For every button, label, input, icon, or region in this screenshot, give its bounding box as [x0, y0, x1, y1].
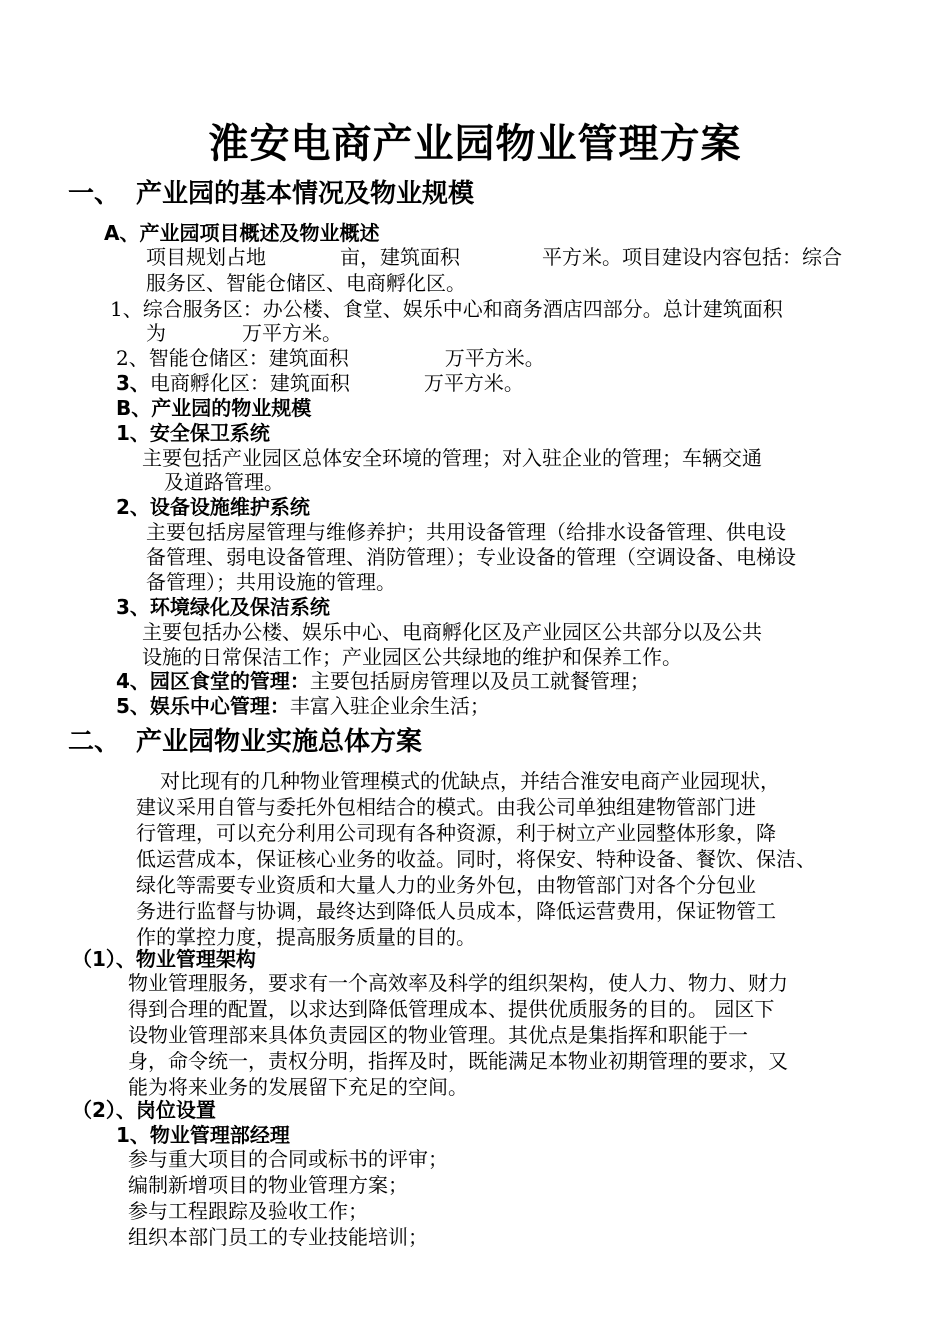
paragraph-line: 服务区、智能仓储区、电商孵化区。: [146, 271, 466, 295]
list-item: 2、智能仓储区：建筑面积 万平方米。: [116, 346, 545, 370]
paragraph-line: 及道路管理。: [164, 470, 284, 494]
paragraph-line: 绿化等需要专业资质和大量人力的业务外包，由物管部门对各个分包业: [136, 873, 756, 897]
paragraph-line: 备管理、弱电设备管理、消防管理）；专业设备的管理（空调设备、电梯设: [146, 545, 796, 569]
list-item: 5、娱乐中心管理：丰富入驻企业余生活；: [116, 694, 490, 718]
paragraph-line: 身，命令统一，责权分明，指挥及时，既能满足本物业初期管理的要求，又: [128, 1049, 788, 1073]
paragraph-line: 作的掌控力度，提高服务质量的目的。: [136, 925, 476, 949]
list-item: 3、电商孵化区：建筑面积 万平方米。: [116, 371, 524, 395]
paragraph-line: 对比现有的几种物业管理模式的优缺点，并结合淮安电商产业园现状，: [160, 769, 780, 793]
section-1-heading: [68, 178, 474, 210]
section-1-number: 一、: [68, 179, 121, 209]
subsection-a-heading: A、产业园项目概述及物业概述: [104, 221, 380, 245]
item-heading: 4、园区食堂的管理：: [116, 669, 310, 693]
list-item-continuation: 为 万平方米。: [146, 321, 342, 345]
item-heading: 2、设备设施维护系统: [116, 495, 310, 519]
section-2-number: 二、: [68, 727, 121, 757]
item-heading: 1、物业管理部经理: [116, 1123, 290, 1147]
document-title: 淮安电商产业园物业管理方案: [208, 121, 742, 167]
paragraph-line: 得到合理的配置，以求达到降低管理成本、提供优质服务的目的。 园区下: [128, 997, 775, 1021]
paragraph-line: 项目规划占地 亩，建筑面积 平方米。项目建设内容包括：综合: [146, 245, 842, 269]
list-item: 参与重大项目的合同或标书的评审；: [128, 1147, 448, 1171]
paragraph-line: 设物业管理部来具体负责园区的物业管理。其优点是集指挥和职能于一: [128, 1023, 748, 1047]
item-heading: 1、安全保卫系统: [116, 421, 270, 445]
section-2-heading: [68, 726, 422, 758]
paragraph-line: 低运营成本，保证核心业务的收益。同时，将保安、特种设备、餐饮、保洁、: [136, 847, 816, 871]
paragraph-line: 建议采用自管与委托外包相结合的模式。由我公司单独组建物管部门进: [136, 795, 756, 819]
paragraph-line: 主要包括房屋管理与维修养护；共用设备管理（给排水设备管理、供电设: [146, 520, 786, 544]
subsection-b-heading: B、产业园的物业规模: [116, 396, 312, 420]
list-item: 组织本部门员工的专业技能培训；: [128, 1225, 428, 1249]
paragraph-line: 务进行监督与协调，最终达到降低人员成本，降低运营费用，保证物管工: [136, 899, 776, 923]
section-1-title: 产业园的基本情况及物业规模: [136, 179, 475, 209]
paragraph-line: 能为将来业务的发展留下充足的空间。: [128, 1075, 468, 1099]
subsection-heading: （2）、岗位设置: [72, 1098, 216, 1122]
list-item: 编制新增项目的物业管理方案；: [128, 1173, 408, 1197]
section-2-title: 产业园物业实施总体方案: [136, 727, 423, 757]
list-item: 4、园区食堂的管理：主要包括厨房管理以及员工就餐管理；: [116, 669, 650, 693]
list-item: 参与工程跟踪及验收工作；: [128, 1199, 368, 1223]
item-heading: 5、娱乐中心管理：: [116, 694, 290, 718]
paragraph-line: 行管理，可以充分利用公司现有各种资源，利于树立产业园整体形象，降: [136, 821, 776, 845]
item-heading: 3、环境绿化及保洁系统: [116, 595, 330, 619]
paragraph-line: 物业管理服务，要求有一个高效率及科学的组织架构，使人力、物力、财力: [128, 971, 788, 995]
paragraph-line: 主要包括产业园区总体安全环境的管理；对入驻企业的管理；车辆交通: [142, 446, 762, 470]
subsection-heading: （1）、物业管理架构: [72, 947, 256, 971]
paragraph-line: 主要包括办公楼、娱乐中心、电商孵化区及产业园区公共部分以及公共: [142, 620, 762, 644]
paragraph-line: 设施的日常保洁工作；产业园区公共绿地的维护和保养工作。: [142, 645, 682, 669]
list-item: 1、综合服务区：办公楼、食堂、娱乐中心和商务酒店四部分。总计建筑面积: [110, 297, 783, 321]
paragraph-line: 备管理）；共用设施的管理。: [146, 570, 396, 594]
